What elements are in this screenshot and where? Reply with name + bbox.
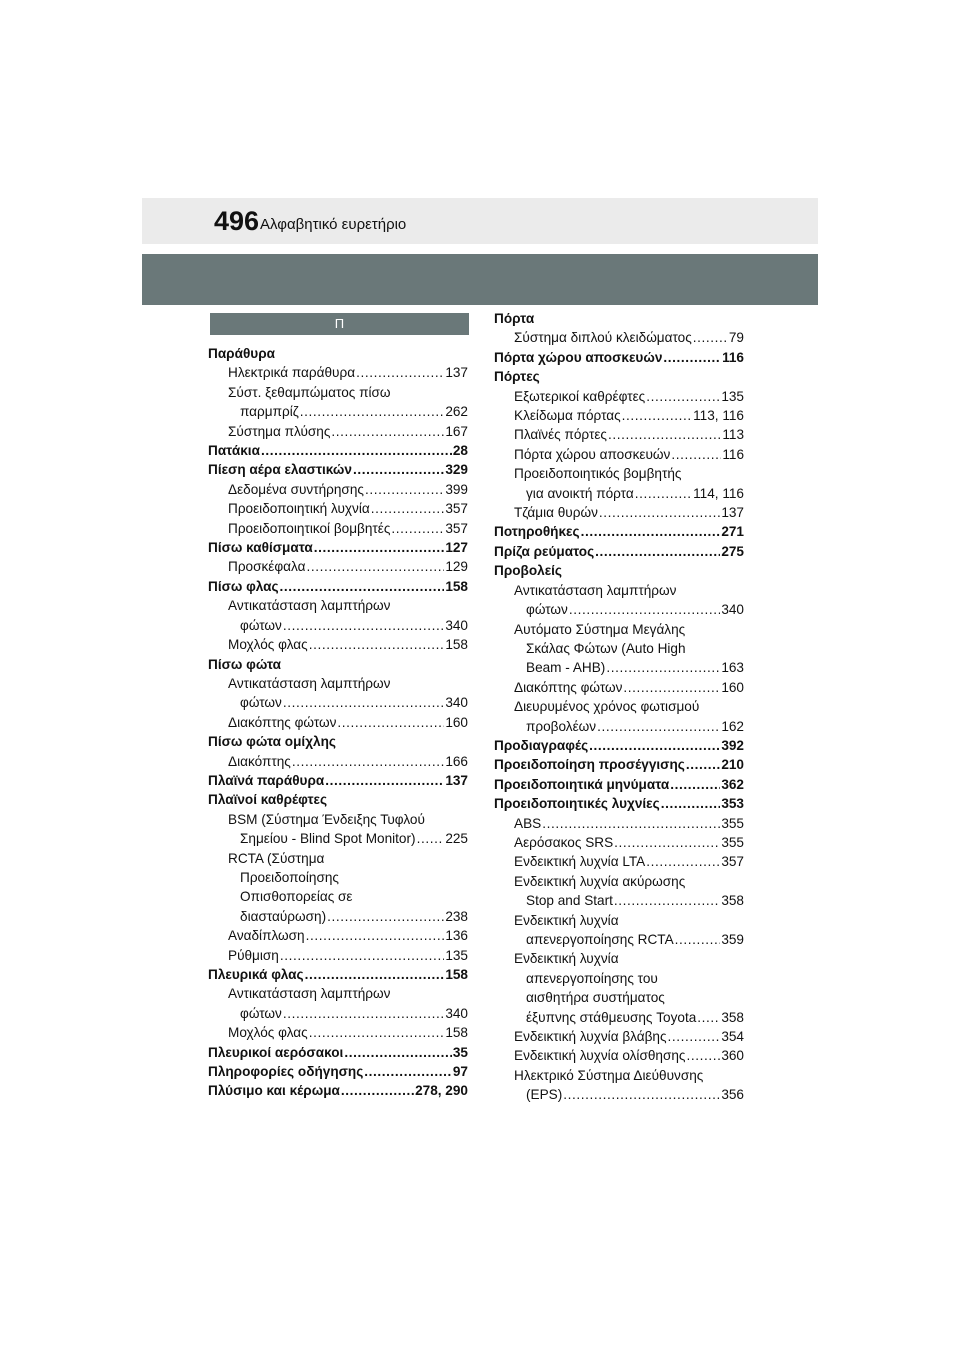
index-entry bbox=[208, 1081, 468, 1100]
index-entry bbox=[494, 328, 744, 347]
index-entry bbox=[208, 887, 468, 906]
entry-page: 357 bbox=[445, 520, 468, 536]
dot-leader bbox=[283, 1004, 444, 1023]
index-entry bbox=[494, 464, 744, 483]
index-entry bbox=[208, 596, 468, 615]
entry-page: 225 bbox=[445, 831, 468, 847]
dot-leader bbox=[344, 1043, 452, 1062]
entry-term: Αερόσακος SRS bbox=[514, 834, 614, 850]
dot-leader bbox=[331, 422, 444, 441]
dot-leader bbox=[608, 425, 721, 444]
dot-leader bbox=[686, 1046, 720, 1065]
dot-leader bbox=[417, 829, 445, 848]
entry-term: Διευρυμένος χρόνος φωτισμού bbox=[514, 699, 700, 715]
entry-term: Πλαϊνοί καθρέφτες bbox=[208, 792, 328, 808]
entry-page: 114, 116 bbox=[693, 485, 744, 501]
entry-term: αισθητήρα συστήματος bbox=[526, 990, 665, 1006]
entry-term: Πλευρικά φλας bbox=[208, 967, 304, 982]
entry-page: 97 bbox=[452, 1064, 468, 1080]
index-entry bbox=[208, 771, 468, 790]
entry-term: για ανοικτή πόρτα bbox=[526, 485, 634, 501]
index-entry bbox=[494, 1046, 744, 1065]
entry-page: 137 bbox=[445, 772, 468, 788]
dot-leader bbox=[283, 693, 444, 712]
entry-term: φώτων bbox=[240, 1005, 282, 1021]
index-entry bbox=[494, 445, 744, 464]
dot-leader bbox=[569, 600, 720, 619]
entry-page: 162 bbox=[721, 718, 744, 734]
index-entry bbox=[494, 736, 744, 755]
entry-term: Οπισθοπορείας σε bbox=[240, 889, 353, 905]
index-entry bbox=[494, 484, 744, 503]
index-entry bbox=[208, 752, 468, 771]
dot-leader bbox=[292, 752, 444, 771]
entry-page: 357 bbox=[445, 501, 468, 517]
entry-page: 358 bbox=[721, 893, 744, 909]
dot-leader bbox=[563, 1085, 720, 1104]
index-entry bbox=[208, 1004, 468, 1023]
index-entry bbox=[208, 693, 468, 712]
index-entry bbox=[208, 402, 468, 421]
entry-term: Σκάλας Φώτων (Auto High bbox=[526, 640, 686, 656]
index-entry bbox=[494, 717, 744, 736]
dot-leader bbox=[306, 557, 444, 576]
index-entry bbox=[208, 926, 468, 945]
entry-term: φώτων bbox=[240, 617, 282, 633]
index-entry bbox=[494, 542, 744, 561]
index-entry bbox=[208, 965, 468, 984]
entry-term: Πόρτα χώρου αποσκευών bbox=[494, 349, 663, 365]
entry-term: Προειδοποιητική λυχνία bbox=[228, 501, 370, 517]
dot-leader bbox=[622, 406, 692, 425]
dot-leader bbox=[353, 460, 444, 479]
entry-page: 35 bbox=[452, 1044, 468, 1060]
dot-leader bbox=[675, 930, 721, 949]
entry-term: (EPS) bbox=[526, 1087, 563, 1103]
entry-page: 278, 290 bbox=[415, 1083, 468, 1099]
entry-page: 262 bbox=[445, 404, 468, 420]
index-entry bbox=[208, 422, 468, 441]
entry-term: Σημείου - Blind Spot Monitor) bbox=[240, 831, 416, 847]
entry-page: 116 bbox=[722, 446, 744, 462]
dot-leader bbox=[337, 713, 444, 732]
index-entry bbox=[208, 829, 468, 848]
entry-term: Παράθυρα bbox=[208, 346, 275, 361]
entry-term: Τζάμια θυρών bbox=[514, 505, 598, 521]
entry-term: Ηλεκτρικό Σύστημα Διεύθυνσης bbox=[514, 1067, 704, 1083]
index-entry bbox=[208, 732, 468, 751]
entry-term: φώτων bbox=[526, 602, 568, 618]
section-letter: Π bbox=[210, 313, 469, 335]
entry-term: απενεργοποίησης του bbox=[526, 970, 658, 986]
dot-leader bbox=[364, 1062, 452, 1081]
entry-term: Προειδοποίησης bbox=[240, 869, 339, 885]
entry-page: 355 bbox=[721, 834, 744, 850]
entry-term: παρμπρίζ bbox=[240, 404, 299, 420]
entry-term: Πίσω φλας bbox=[208, 578, 279, 594]
entry-page: 354 bbox=[721, 1029, 744, 1045]
entry-term: Μοχλός φλας bbox=[228, 637, 308, 653]
entry-term: Ενδεικτική λυχνία ολίσθησης bbox=[514, 1048, 686, 1064]
entry-term: Beam - AHB) bbox=[526, 660, 606, 676]
dot-leader bbox=[305, 965, 445, 984]
dot-leader bbox=[635, 484, 692, 503]
entry-term: Προειδοποιητικοί βομβητές bbox=[228, 520, 391, 536]
dot-leader bbox=[623, 678, 720, 697]
entry-page: 271 bbox=[721, 524, 744, 540]
entry-term: Σύστ. ξεθαμπώματος πίσω bbox=[228, 384, 391, 400]
index-entry bbox=[494, 620, 744, 639]
index-entry bbox=[494, 639, 744, 658]
dot-leader bbox=[686, 755, 720, 774]
entry-term: απενεργοποίησης RCTA bbox=[526, 932, 674, 947]
index-entry bbox=[494, 678, 744, 697]
dot-leader bbox=[670, 775, 720, 794]
entry-term: Ενδεικτική λυχνία bbox=[514, 912, 619, 928]
dot-leader bbox=[325, 771, 444, 790]
dot-leader bbox=[356, 363, 444, 382]
page-number: 496 bbox=[214, 206, 260, 236]
entry-term: Αντικατάσταση λαμπτήρων bbox=[514, 582, 677, 598]
entry-term: Προειδοποιητικός βομβητής bbox=[514, 466, 682, 482]
entry-page: 392 bbox=[721, 737, 744, 753]
entry-term: Ενδεικτική λυχνία βλάβης bbox=[514, 1029, 667, 1045]
index-entry bbox=[494, 775, 744, 794]
entry-term: Προδιαγραφές bbox=[494, 737, 589, 753]
dot-leader bbox=[306, 926, 445, 945]
entry-page: 357 bbox=[721, 854, 744, 870]
entry-page: 359 bbox=[721, 932, 744, 947]
index-entry bbox=[208, 499, 468, 518]
index-entry bbox=[494, 561, 744, 580]
entry-page: 135 bbox=[721, 388, 744, 404]
entry-term: Διακόπτης φώτων bbox=[514, 679, 623, 695]
entry-page: 116 bbox=[722, 349, 744, 365]
index-column-left bbox=[208, 344, 468, 1101]
entry-term: Πόρτα χώρου αποσκευών bbox=[514, 446, 671, 462]
entry-term: Κλείδωμα πόρτας bbox=[514, 408, 621, 424]
index-entry bbox=[494, 1027, 744, 1046]
entry-page: 355 bbox=[721, 815, 744, 831]
index-entry bbox=[208, 480, 468, 499]
dot-leader bbox=[597, 717, 720, 736]
index-entry bbox=[494, 891, 744, 910]
index-entry bbox=[494, 581, 744, 600]
entry-term: Πόρτα bbox=[494, 311, 535, 326]
entry-term: Πίσω φώτα bbox=[208, 656, 282, 672]
entry-term: Πόρτες bbox=[494, 369, 540, 385]
entry-term: Προβολείς bbox=[494, 563, 562, 579]
index-entry bbox=[494, 833, 744, 852]
dot-leader bbox=[697, 1008, 720, 1027]
dot-leader bbox=[589, 736, 720, 755]
index-entry bbox=[494, 872, 744, 891]
entry-term: Αυτόματο Σύστημα Μεγάλης bbox=[514, 621, 686, 637]
dot-leader bbox=[309, 635, 445, 654]
dot-leader bbox=[614, 833, 720, 852]
index-entry bbox=[494, 852, 744, 871]
entry-term: Πρίζα ρεύματος bbox=[494, 543, 595, 559]
section-band bbox=[142, 254, 818, 305]
index-entry bbox=[494, 697, 744, 716]
entry-term: Αναδίπλωση bbox=[228, 928, 305, 944]
index-entry bbox=[208, 907, 468, 926]
index-entry bbox=[208, 616, 468, 635]
index-entry bbox=[208, 674, 468, 693]
index-entry bbox=[208, 1023, 468, 1042]
entry-term: διασταύρωση) bbox=[240, 908, 327, 924]
entry-page: 127 bbox=[445, 540, 468, 556]
entry-page: 113, 116 bbox=[693, 408, 744, 424]
entry-term: Προειδοποιητικές λυχνίες bbox=[494, 796, 660, 812]
entry-page: 158 bbox=[445, 578, 468, 594]
dot-leader bbox=[661, 794, 721, 813]
dot-leader bbox=[614, 891, 720, 910]
entry-page: 210 bbox=[721, 757, 744, 773]
entry-term: Ηλεκτρικά παράθυρα bbox=[228, 365, 356, 381]
index-entry bbox=[494, 755, 744, 774]
dot-leader bbox=[280, 946, 444, 965]
index-entry bbox=[494, 503, 744, 522]
dot-leader bbox=[280, 577, 445, 596]
index-entry bbox=[494, 1066, 744, 1085]
index-entry bbox=[208, 849, 468, 868]
entry-term: Πίσω φώτα ομίχλης bbox=[208, 734, 336, 750]
entry-page: 137 bbox=[721, 505, 744, 521]
index-entry bbox=[208, 344, 468, 363]
index-entry bbox=[494, 949, 744, 968]
entry-term: Προσκέφαλα bbox=[228, 559, 306, 575]
entry-page: 340 bbox=[721, 602, 744, 618]
index-entry bbox=[208, 655, 468, 674]
entry-page: 166 bbox=[445, 753, 468, 769]
index-entry bbox=[494, 969, 744, 988]
entry-term: BSM (Σύστημα Ένδειξης Τυφλού bbox=[228, 811, 425, 827]
entry-term: Διακόπτης φώτων bbox=[228, 714, 337, 730]
index-entry bbox=[208, 946, 468, 965]
index-entry bbox=[208, 538, 468, 557]
dot-leader bbox=[391, 519, 444, 538]
index-entry bbox=[208, 713, 468, 732]
entry-page: 340 bbox=[445, 695, 468, 711]
index-entry bbox=[208, 1043, 468, 1062]
entry-term: Αντικατάσταση λαμπτήρων bbox=[228, 986, 391, 1002]
dot-leader bbox=[309, 1023, 445, 1042]
index-entry bbox=[494, 1085, 744, 1104]
entry-page: 340 bbox=[445, 617, 468, 633]
index-entry bbox=[494, 814, 744, 833]
entry-term: Ποτηροθήκες bbox=[494, 524, 580, 540]
entry-term: Stop and Start bbox=[526, 893, 613, 909]
entry-page: 356 bbox=[721, 1087, 744, 1103]
dot-leader bbox=[261, 441, 452, 460]
dot-leader bbox=[365, 480, 444, 499]
index-entry bbox=[208, 984, 468, 1003]
entry-term: Πλαϊνές πόρτες bbox=[514, 427, 607, 443]
index-entry bbox=[494, 1008, 744, 1027]
dot-leader bbox=[663, 348, 721, 367]
running-title: Αλφαβητικό ευρετήριο bbox=[260, 216, 407, 233]
entry-page: 135 bbox=[445, 947, 468, 963]
entry-term: προβολέων bbox=[526, 718, 597, 734]
entry-term: Πλευρικοί αερόσακοι bbox=[208, 1044, 344, 1060]
index-entry bbox=[208, 790, 468, 809]
entry-term: Πατάκια bbox=[208, 443, 260, 459]
entry-term: έξυπνης στάθμευσης Toyota bbox=[526, 1009, 697, 1025]
entry-page: 28 bbox=[452, 443, 468, 459]
entry-term: Ρύθμιση bbox=[228, 947, 279, 963]
entry-page: 275 bbox=[721, 543, 744, 559]
index-entry bbox=[208, 383, 468, 402]
entry-page: 362 bbox=[721, 776, 744, 792]
dot-leader bbox=[599, 503, 720, 522]
dot-leader bbox=[341, 1081, 414, 1100]
dot-leader bbox=[300, 402, 445, 421]
dot-leader bbox=[327, 907, 444, 926]
index-entry bbox=[208, 635, 468, 654]
entry-term: RCTA (Σύστημα bbox=[228, 850, 325, 866]
dot-leader bbox=[668, 1027, 721, 1046]
entry-term: Σύστημα πλύσης bbox=[228, 423, 331, 439]
index-entry bbox=[208, 557, 468, 576]
entry-page: 238 bbox=[445, 908, 468, 924]
entry-page: 136 bbox=[445, 928, 468, 944]
index-entry bbox=[208, 810, 468, 829]
entry-page: 158 bbox=[445, 967, 468, 982]
entry-term: Προειδοποιητικά μηνύματα bbox=[494, 776, 670, 792]
dot-leader bbox=[671, 445, 721, 464]
entry-term: Προειδοποίηση προσέγγισης bbox=[494, 757, 685, 773]
dot-leader bbox=[283, 616, 444, 635]
index-entry bbox=[494, 387, 744, 406]
entry-term: Πληροφορίες οδήγησης bbox=[208, 1064, 364, 1080]
entry-term: Πλύσιμο και κέρωμα bbox=[208, 1083, 340, 1099]
entry-term: Μοχλός φλας bbox=[228, 1025, 308, 1041]
dot-leader bbox=[646, 387, 720, 406]
entry-term: Διακόπτης bbox=[228, 753, 291, 769]
index-entry bbox=[494, 988, 744, 1007]
entry-term: Αντικατάσταση λαμπτήρων bbox=[228, 598, 391, 614]
index-entry bbox=[494, 794, 744, 813]
dot-leader bbox=[606, 658, 720, 677]
entry-page: 158 bbox=[445, 637, 468, 653]
dot-leader bbox=[542, 814, 720, 833]
dot-leader bbox=[581, 522, 721, 541]
index-entry bbox=[494, 911, 744, 930]
entry-page: 160 bbox=[721, 679, 744, 695]
entry-term: Πίεση αέρα ελαστικών bbox=[208, 462, 352, 478]
entry-page: 353 bbox=[721, 796, 744, 812]
entry-page: 129 bbox=[445, 559, 468, 575]
index-entry bbox=[494, 406, 744, 425]
entry-term: Ενδεικτική λυχνία LTA bbox=[514, 854, 646, 870]
dot-leader bbox=[371, 499, 445, 518]
entry-page: 399 bbox=[445, 481, 468, 497]
index-entry bbox=[208, 441, 468, 460]
entry-page: 163 bbox=[721, 660, 744, 676]
entry-page: 137 bbox=[445, 365, 468, 381]
index-entry bbox=[494, 348, 744, 367]
entry-term: Ενδεικτική λυχνία ακύρωσης bbox=[514, 873, 686, 889]
index-entry bbox=[494, 658, 744, 677]
index-entry bbox=[494, 930, 744, 949]
index-entry bbox=[208, 519, 468, 538]
dot-leader bbox=[314, 538, 445, 557]
index-entry bbox=[208, 1062, 468, 1081]
entry-term: Πίσω καθίσματα bbox=[208, 540, 313, 556]
index-entry bbox=[494, 367, 744, 386]
index-entry bbox=[494, 600, 744, 619]
entry-term: Πλαϊνά παράθυρα bbox=[208, 772, 325, 788]
entry-page: 358 bbox=[721, 1009, 744, 1025]
entry-term: Σύστημα διπλού κλειδώματος bbox=[514, 330, 692, 346]
index-entry bbox=[208, 363, 468, 382]
entry-page: 113 bbox=[722, 427, 744, 443]
entry-page: 329 bbox=[445, 462, 468, 478]
entry-page: 167 bbox=[445, 423, 468, 439]
entry-page: 160 bbox=[445, 714, 468, 730]
dot-leader bbox=[693, 328, 728, 347]
index-entry bbox=[208, 460, 468, 479]
entry-term: ABS bbox=[514, 815, 542, 831]
dot-leader bbox=[646, 852, 720, 871]
entry-page: 79 bbox=[728, 330, 744, 346]
dot-leader bbox=[595, 542, 720, 561]
entry-term: Εξωτερικοί καθρέφτες bbox=[514, 388, 646, 404]
index-entry bbox=[494, 522, 744, 541]
entry-term: Αντικατάσταση λαμπτήρων bbox=[228, 675, 391, 691]
index-entry bbox=[494, 425, 744, 444]
entry-term: Ενδεικτική λυχνία bbox=[514, 951, 619, 967]
index-entry bbox=[494, 309, 744, 328]
entry-term: Δεδομένα συντήρησης bbox=[228, 481, 364, 497]
index-entry bbox=[208, 868, 468, 887]
entry-page: 340 bbox=[445, 1005, 468, 1021]
entry-page: 360 bbox=[721, 1048, 744, 1064]
index-entry bbox=[208, 577, 468, 596]
entry-page: 158 bbox=[445, 1025, 468, 1041]
index-column-right bbox=[494, 309, 744, 1105]
entry-term: φώτων bbox=[240, 695, 282, 711]
